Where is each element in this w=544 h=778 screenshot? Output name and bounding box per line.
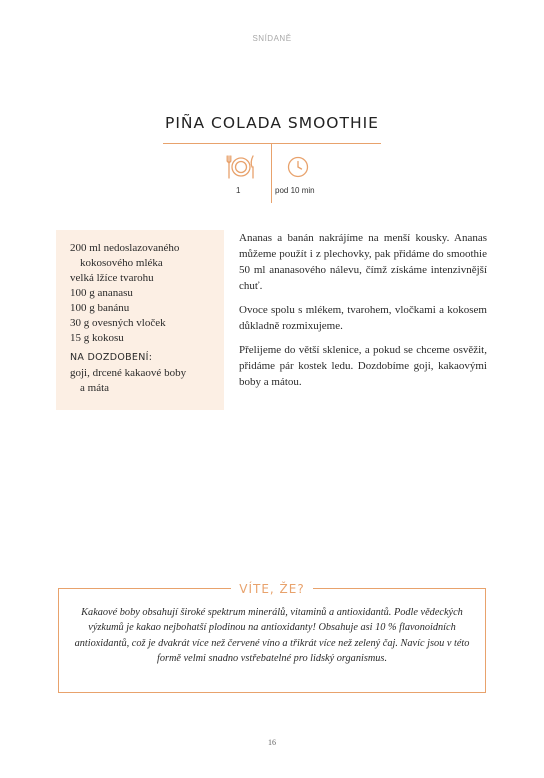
garnish-line: goji, drcené kakaové boby: [70, 367, 187, 379]
ingredients-box: [56, 230, 224, 410]
ingredient-line: 100 g banánu: [70, 302, 130, 314]
servings-value: 1: [236, 186, 241, 195]
ingredient-line: velká lžíce tvarohu: [70, 272, 154, 284]
plate-cutlery-icon: [226, 154, 256, 180]
method-paragraph: Ananas a banán nakrájíme na menší kousky. Ananas můžeme použít i z plechovky, pak přidáme do smoothie 50 ml ananasového nálevu, čímž získáme intenzivnější chuť.: [239, 232, 487, 292]
garnish-heading: NA DOZDOBENÍ:: [70, 352, 153, 363]
garnish-line: a máta: [80, 382, 110, 394]
section-label: SNÍDANĚ: [252, 34, 292, 43]
ingredient-line: 100 g ananasu: [70, 287, 133, 299]
tip-text: Kakaové boby obsahují široké spektrum minerálů, vitaminů a antioxidantů. Podle vědeckých výzkumů je kakao nejbohatší plodinou na antioxidanty! Obsahuje asi 10 % flavonoidních antioxidantů, což je dvakrát více než červené víno a třikrát více než zelený čaj. Navíc jsou v této formě velmi snadno vstřebatelné pro lidský organismus.: [74, 607, 470, 664]
ingredient-line: kokosového mléka: [80, 257, 163, 269]
tip-heading-wrap: [0, 580, 544, 598]
meta-divider: [271, 143, 272, 203]
ingredient-line: 30 g ovesných vloček: [70, 317, 166, 329]
recipe-title: PIÑA COLADA SMOOTHIE: [165, 114, 379, 132]
method-paragraph: Přelijeme do větší sklenice, a pokud se chceme osvěžit, přidáme pár kostek ledu. Dozdobíme goji, kakaovými boby a mátou.: [239, 344, 487, 388]
tip-heading: VÍTE, ŽE?: [231, 582, 312, 596]
method-paragraph: Ovoce spolu s mlékem, tvarohem, vločkami a kokosem důkladně rozmixujeme.: [239, 304, 487, 332]
ingredients-list: [70, 241, 220, 396]
page-number: 16: [268, 738, 276, 747]
method-text: [239, 230, 487, 398]
ingredient-line: 15 g kokosu: [70, 332, 124, 344]
clock-icon: [287, 156, 309, 178]
time-value: pod 10 min: [275, 186, 315, 195]
ingredient-line: 200 ml nedoslazovaného: [70, 242, 180, 254]
title-divider: [163, 143, 381, 144]
